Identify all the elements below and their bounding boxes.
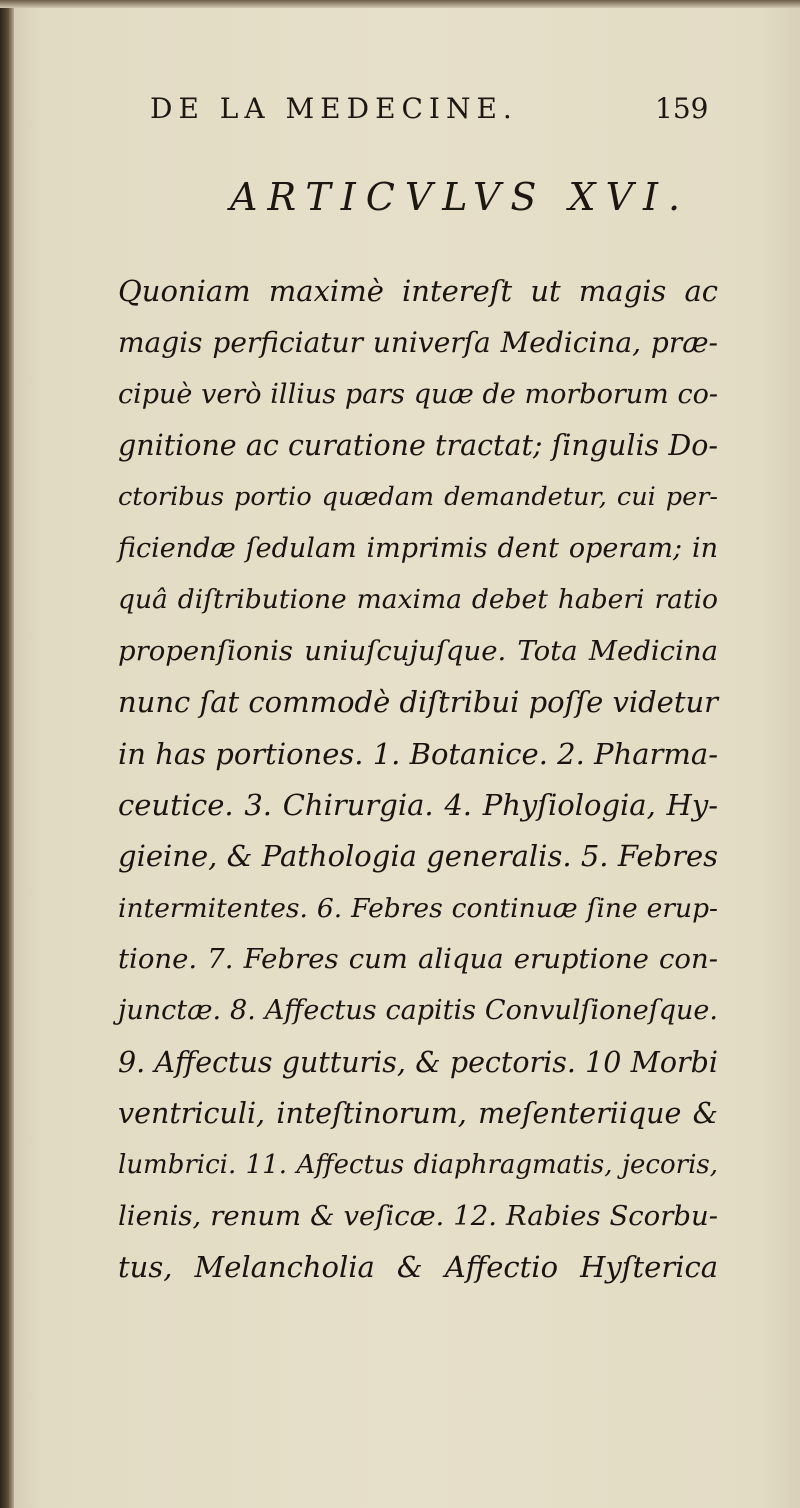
text-line: ctoribus portio quædam demandetur, cui per-	[118, 481, 718, 512]
text-line: intermitentes. 6. Febres continuæ ſine erup-	[118, 892, 718, 924]
binding-edge	[0, 0, 14, 1508]
text-line: tione. 7. Febres cum aliqua eruptione con-	[118, 943, 718, 976]
text-line: nunc ſat commodè diſtribui poſſe videtur	[118, 685, 719, 720]
text-line: magis perficiatur univerſa Medicina, præ-	[118, 326, 718, 360]
text-line: ventriculi, inteſtinorum, meſenteriique &	[118, 1097, 718, 1131]
article-heading: ARTICVLVS XVI.	[230, 175, 691, 219]
text-line: gieine, & Pathologia generalis. 5. Febres	[118, 839, 718, 874]
text-line: in has portiones. 1. Botanice. 2. Pharma-	[118, 736, 718, 771]
page-number: 159	[655, 92, 709, 125]
running-head: DE LA MEDECINE.	[150, 92, 518, 125]
text-line: junctæ. 8. Affectus capitis Convulſioneſque.	[118, 995, 718, 1027]
text-line: ficiendæ ſedulam imprimis dent operam; in	[118, 532, 718, 564]
text-line: ceutice. 3. Chirurgia. 4. Phyſiologia, Hy-	[118, 787, 718, 822]
text-line: Quoniam maximè intereſt ut magis ac	[118, 274, 718, 308]
text-line: 9. Affectus gutturis, & pectoris. 10 Morbi	[118, 1045, 718, 1079]
text-line: lumbrici. 11. Affectus diaphragmatis, jecoris,	[118, 1149, 718, 1180]
text-line: propenſionis uniuſcujuſque. Tota Medicina	[118, 634, 718, 667]
text-line: tus, Melancholia & Affectio Hyſterica	[118, 1250, 718, 1285]
page-top-edge	[0, 0, 800, 8]
text-line: lienis, renum & veſicæ. 12. Rabies Scorbu-	[118, 1200, 718, 1233]
text-line: quâ diſtributione maxima debet haberi ratio	[118, 584, 718, 616]
text-line: gnitione ac curatione tractat; ſingulis Do-	[118, 429, 718, 463]
text-line: cipuè verò illius pars quæ de morborum co-	[118, 378, 718, 410]
article-body	[118, 266, 718, 1294]
